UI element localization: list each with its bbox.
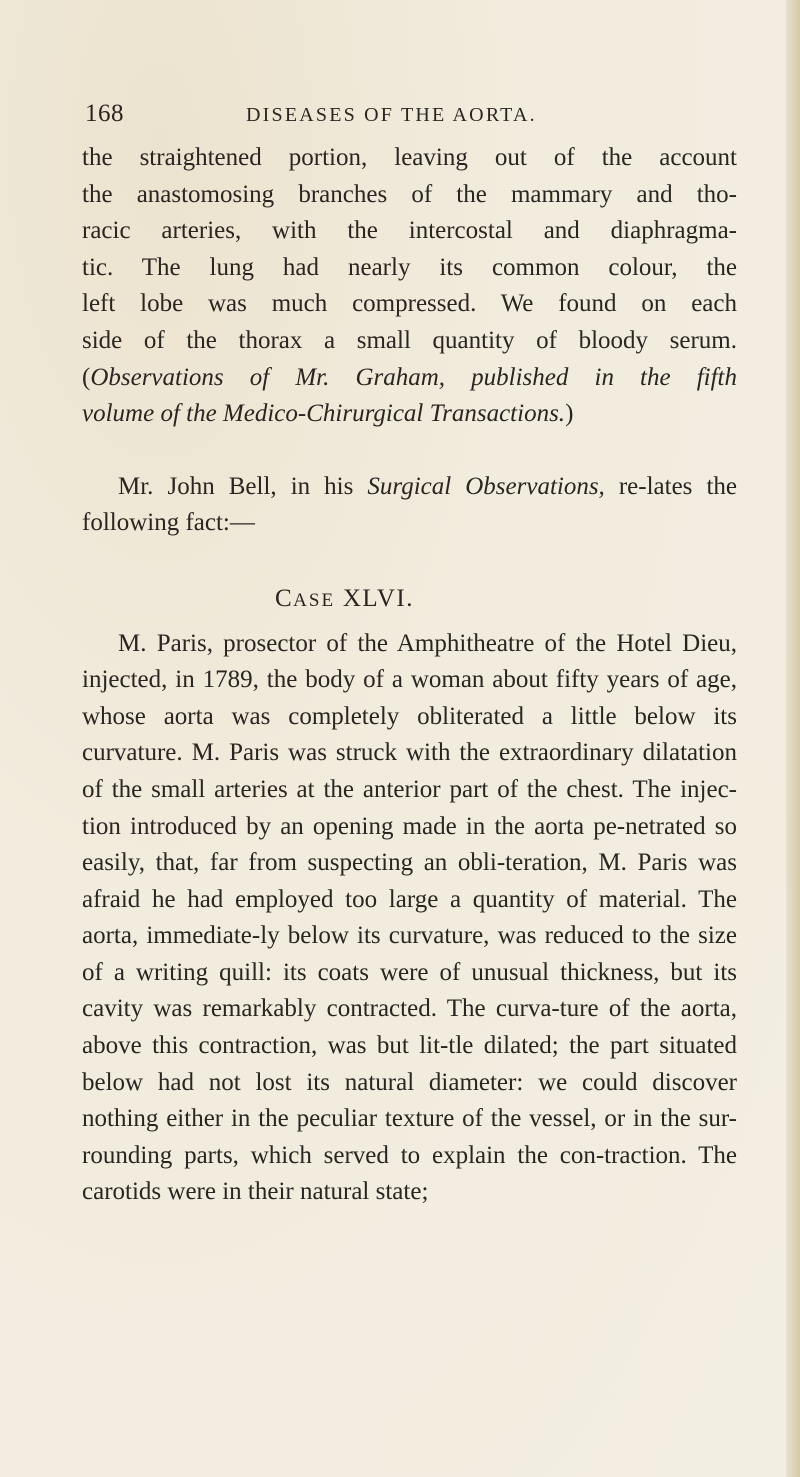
paragraph-text: Mr. John Bell, in his xyxy=(118,472,368,500)
citation-text: Observations of Mr. Graham, published in the fifth xyxy=(90,363,737,391)
text-line: the anastomosing branches of the mammary and tho- xyxy=(82,180,737,208)
text-line: side of the thorax a small quantity of bloody serum. xyxy=(82,326,737,354)
running-head: DISEASES OF THE AORTA. xyxy=(246,104,537,126)
page-edge xyxy=(786,0,800,1477)
paragraph-bell xyxy=(82,469,737,542)
paragraph-case: M. Paris, prosector of the Amphitheatre of the Hotel Dieu, injected, in 1789, the body of a woman about fifty years of age, whose aorta was completely obliterated a little below its curvature. M. Paris was struck with the extraordinary dilatation of the small arteries at the anterior part of the chest. The injec-tion introduced by an opening made in the aorta pe-netrated so easily, that, far from suspecting an obli-teration, M. Paris was afraid he had employed too large a quantity of material. The aorta, immediate-ly below its curvature, was reduced to the size of a writing quill: its coats were of unusual thickness, but its cavity was remarkably contracted. The curva-ture of the aorta, above this contraction, was but lit-tle dilated; the part situated below had not lost its natural diameter: we could discover nothing either in the peculiar texture of the vessel, or in the sur-rounding parts, which served to explain the con-traction. The carotids were in their natural state; xyxy=(82,629,737,1206)
paragraph-text: re-lates the following fact:— xyxy=(82,472,737,537)
body-text xyxy=(82,140,737,1211)
citation-line xyxy=(82,396,737,433)
text-line: racic arteries, with the intercostal and diaphragma- xyxy=(82,217,737,245)
citation-close-paren: ) xyxy=(565,400,574,428)
page-header xyxy=(85,100,725,140)
paragraph-continued xyxy=(82,140,737,433)
citation-open-paren: ( xyxy=(82,363,91,391)
book-title: Surgical Observations, xyxy=(367,472,605,500)
case-heading-numeral: XLVI. xyxy=(335,584,414,612)
page-number: 168 xyxy=(85,100,124,127)
text-line: left lobe was much compressed. We found on each xyxy=(82,290,737,318)
case-heading xyxy=(82,581,737,620)
text-line: tic. The lung had nearly its common colour, the xyxy=(82,253,737,281)
case-heading-initial: C xyxy=(274,584,294,612)
case-heading-smallcaps: ASE xyxy=(293,589,336,611)
citation-text: volume of the Medico-Chirurgical Transactions. xyxy=(82,400,566,428)
citation-line xyxy=(82,360,737,397)
text-line: the straightened portion, leaving out of the account xyxy=(82,144,737,171)
